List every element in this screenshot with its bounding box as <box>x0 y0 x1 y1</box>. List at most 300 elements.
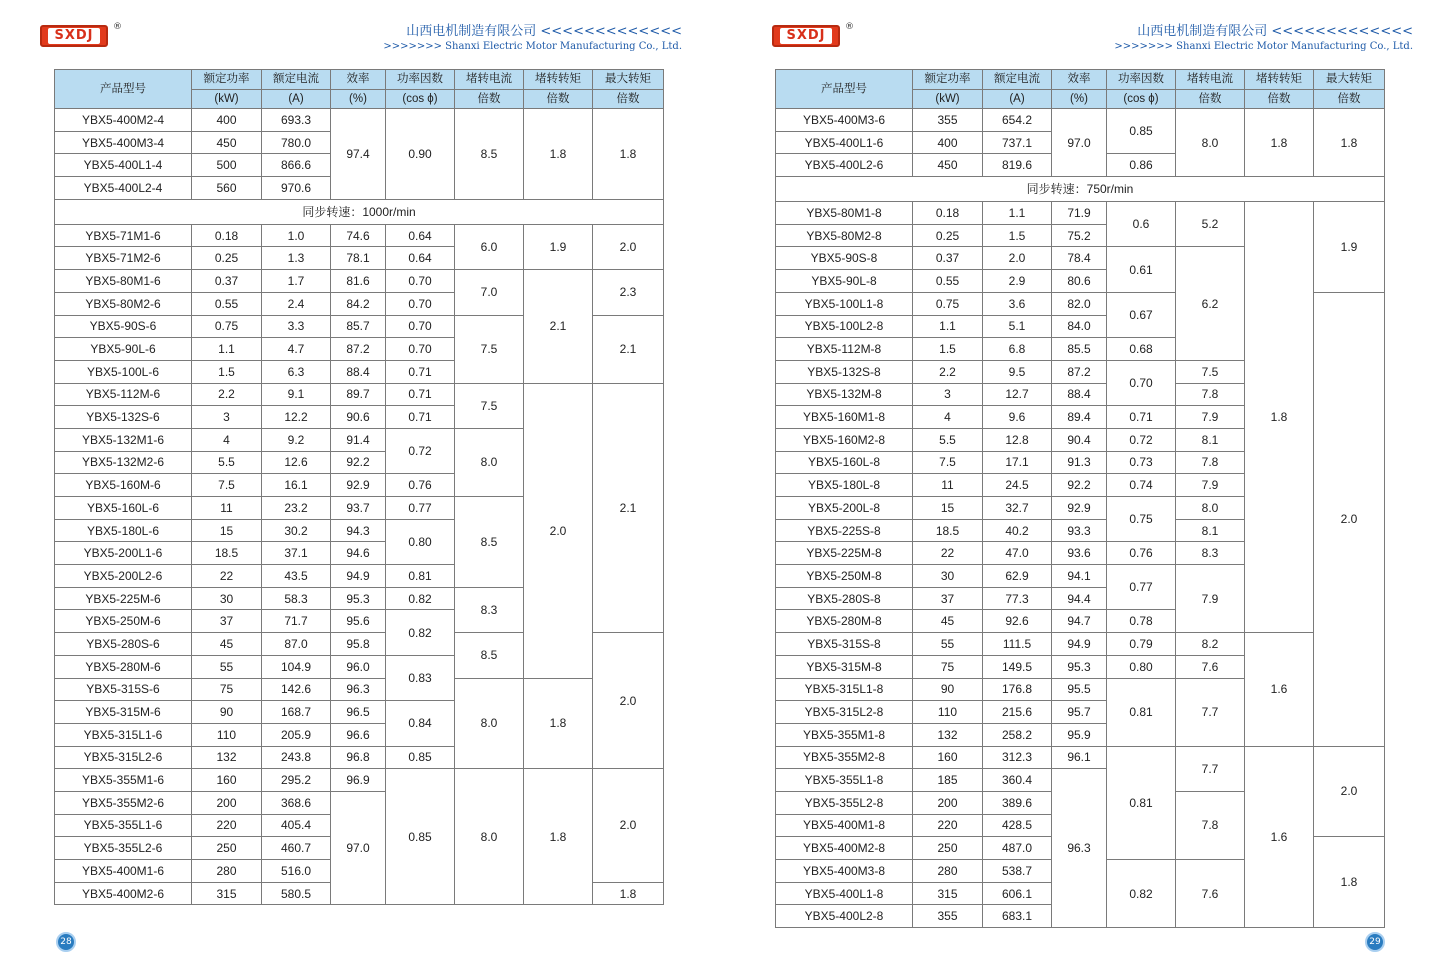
table-cell: 2.2 <box>192 383 262 406</box>
table-cell: 0.37 <box>913 247 983 270</box>
table-cell: YBX5-100L-6 <box>55 360 192 383</box>
table-cell: 355 <box>913 109 983 132</box>
table-cell: YBX5-132S-6 <box>55 406 192 429</box>
table-cell: YBX5-400L1-8 <box>776 882 913 905</box>
page-number: 28 <box>56 932 76 952</box>
table-cell: YBX5-400L2-8 <box>776 905 913 928</box>
table-cell: 95.7 <box>1052 701 1107 724</box>
table-cell: 43.5 <box>262 565 331 588</box>
table-cell: 84.0 <box>1052 315 1107 338</box>
table-cell: YBX5-400M3-6 <box>776 109 913 132</box>
table-cell: YBX5-355M2-6 <box>55 791 192 814</box>
table-cell: 560 <box>192 177 262 200</box>
table-cell: 2.0 <box>593 633 664 769</box>
table-cell: 0.70 <box>1107 360 1176 405</box>
table-cell: YBX5-200L-8 <box>776 497 913 520</box>
table-cell: 7.6 <box>1176 655 1245 678</box>
table-cell: 0.76 <box>1107 542 1176 565</box>
table-cell: 93.6 <box>1052 542 1107 565</box>
table-cell: 6.0 <box>455 224 524 269</box>
table-cell: 16.1 <box>262 474 331 497</box>
table-cell: 6.8 <box>983 338 1052 361</box>
table-cell: 87.2 <box>1052 360 1107 383</box>
table-cell: 11 <box>913 474 983 497</box>
table-cell: 0.68 <box>1107 338 1176 361</box>
column-unit-power-factor: (cos ϕ) <box>386 89 455 109</box>
table-cell: 90 <box>192 701 262 724</box>
spec-table-left <box>54 69 664 905</box>
column-header-efficiency: 效率 <box>331 70 386 90</box>
table-cell: 1.0 <box>262 224 331 247</box>
table-cell: 97.4 <box>331 109 386 200</box>
table-cell: 110 <box>192 723 262 746</box>
table-cell: 428.5 <box>983 814 1052 837</box>
table-cell: 95.3 <box>331 587 386 610</box>
table-cell: 0.76 <box>386 474 455 497</box>
table-cell: 1.6 <box>1245 633 1314 746</box>
table-cell: 7.5 <box>192 474 262 497</box>
table-cell: YBX5-80M1-8 <box>776 202 913 225</box>
table-cell: 89.4 <box>1052 406 1107 429</box>
column-header-rated-power: 额定功率 <box>192 70 262 90</box>
company-logo <box>772 22 854 50</box>
table-cell: YBX5-315L2-6 <box>55 746 192 769</box>
table-cell: YBX5-280S-8 <box>776 587 913 610</box>
table-cell: 81.6 <box>331 270 386 293</box>
table-cell: 312.3 <box>983 746 1052 769</box>
table-cell: YBX5-71M2-6 <box>55 247 192 270</box>
table-cell: YBX5-315L1-8 <box>776 678 913 701</box>
table-cell: 92.2 <box>1052 474 1107 497</box>
table-cell: YBX5-132M-8 <box>776 383 913 406</box>
header-arrows: <<<<<<<<<<<<< <box>540 24 682 39</box>
table-cell: 104.9 <box>262 655 331 678</box>
table-cell: 1.8 <box>524 769 593 905</box>
table-cell: 5.1 <box>983 315 1052 338</box>
table-cell: YBX5-250M-8 <box>776 565 913 588</box>
table-cell: 85.5 <box>1052 338 1107 361</box>
table-cell: 606.1 <box>983 882 1052 905</box>
table-cell: 96.9 <box>331 769 386 792</box>
table-cell: YBX5-80M1-6 <box>55 270 192 293</box>
table-cell: 4 <box>913 406 983 429</box>
table-cell: 93.7 <box>331 497 386 520</box>
table-cell: 6.3 <box>262 360 331 383</box>
table-cell: YBX5-400M2-6 <box>55 882 192 905</box>
table-cell: 819.6 <box>983 154 1052 177</box>
column-header-rated-current: 额定电流 <box>983 70 1052 90</box>
table-cell: 90.4 <box>1052 428 1107 451</box>
table-row <box>55 383 664 406</box>
table-cell: YBX5-100L1-8 <box>776 292 913 315</box>
table-cell: 87.2 <box>331 338 386 361</box>
table-cell: 96.1 <box>1052 746 1107 769</box>
table-cell: 2.0 <box>1314 292 1385 746</box>
table-cell: YBX5-280M-6 <box>55 655 192 678</box>
table-cell: 7.9 <box>1176 565 1245 633</box>
table-cell: 40.2 <box>983 519 1052 542</box>
table-cell: 12.7 <box>983 383 1052 406</box>
table-cell: 2.1 <box>593 383 664 633</box>
table-cell: YBX5-355M1-6 <box>55 769 192 792</box>
table-cell: 487.0 <box>983 837 1052 860</box>
table-cell: 55 <box>913 633 983 656</box>
table-cell: 94.6 <box>331 542 386 565</box>
table-cell: 970.6 <box>262 177 331 200</box>
table-cell: 3 <box>192 406 262 429</box>
company-logo <box>40 22 122 50</box>
table-cell: YBX5-315L1-6 <box>55 723 192 746</box>
table-cell: 8.0 <box>1176 497 1245 520</box>
column-header-locked-torque-ratio: 堵转转矩 <box>1245 70 1314 90</box>
table-cell: 368.6 <box>262 791 331 814</box>
table-cell: 12.8 <box>983 428 1052 451</box>
table-cell: 0.78 <box>1107 610 1176 633</box>
table-cell: 149.5 <box>983 655 1052 678</box>
table-cell: YBX5-132S-8 <box>776 360 913 383</box>
column-header-max-torque-ratio: 最大转矩 <box>1314 70 1385 90</box>
logo-text: SXDJ <box>48 28 100 44</box>
table-cell: 2.2 <box>913 360 983 383</box>
table-cell: 92.6 <box>983 610 1052 633</box>
table-cell: 176.8 <box>983 678 1052 701</box>
table-cell: YBX5-90S-8 <box>776 247 913 270</box>
table-cell: YBX5-160L-8 <box>776 451 913 474</box>
table-cell: 538.7 <box>983 860 1052 883</box>
table-cell: YBX5-71M1-6 <box>55 224 192 247</box>
table-cell: YBX5-315L2-8 <box>776 701 913 724</box>
table-cell: 7.0 <box>455 270 524 315</box>
table-cell: YBX5-180L-6 <box>55 519 192 542</box>
header-arrows: <<<<<<<<<<<<< <box>1271 24 1413 39</box>
table-cell: 0.77 <box>1107 565 1176 610</box>
table-cell: 30 <box>192 587 262 610</box>
table-cell: 0.77 <box>386 497 455 520</box>
header-arrows: >>>>>>> <box>1114 41 1173 52</box>
table-cell: 55 <box>192 655 262 678</box>
table-cell: 250 <box>913 837 983 860</box>
table-cell: 215.6 <box>983 701 1052 724</box>
table-cell: 92.9 <box>331 474 386 497</box>
table-cell: 2.0 <box>593 224 664 269</box>
table-cell: 95.5 <box>1052 678 1107 701</box>
table-cell: 0.64 <box>386 247 455 270</box>
section-label: 同步转速：750r/min <box>776 177 1385 202</box>
table-cell: 295.2 <box>262 769 331 792</box>
table-cell: 75 <box>192 678 262 701</box>
column-unit-rated-current: (A) <box>983 89 1052 109</box>
table-cell: 2.0 <box>983 247 1052 270</box>
table-cell: 90.6 <box>331 406 386 429</box>
table-cell: 2.0 <box>1314 746 1385 837</box>
table-cell: 8.1 <box>1176 519 1245 542</box>
table-cell: 654.2 <box>983 109 1052 132</box>
table-cell: 0.64 <box>386 224 455 247</box>
table-cell: 0.81 <box>386 565 455 588</box>
table-cell: 0.74 <box>1107 474 1176 497</box>
table-cell: YBX5-90L-8 <box>776 270 913 293</box>
column-header-efficiency: 效率 <box>1052 70 1107 90</box>
table-cell: 450 <box>192 131 262 154</box>
column-header-max-torque-ratio: 最大转矩 <box>593 70 664 90</box>
table-cell: 71.7 <box>262 610 331 633</box>
table-cell: YBX5-132M1-6 <box>55 428 192 451</box>
table-cell: 132 <box>192 746 262 769</box>
table-cell: 220 <box>913 814 983 837</box>
table-cell: 1.5 <box>983 224 1052 247</box>
table-cell: 94.7 <box>1052 610 1107 633</box>
table-cell: 7.5 <box>455 315 524 383</box>
table-cell: 0.84 <box>386 701 455 746</box>
table-cell: 37.1 <box>262 542 331 565</box>
table-cell: 91.3 <box>1052 451 1107 474</box>
table-cell: 1.9 <box>1314 202 1385 293</box>
table-cell: 15 <box>913 497 983 520</box>
table-cell: 18.5 <box>192 542 262 565</box>
table-cell: 9.2 <box>262 428 331 451</box>
table-cell: YBX5-200L2-6 <box>55 565 192 588</box>
table-cell: 96.0 <box>331 655 386 678</box>
table-cell: 0.70 <box>386 315 455 338</box>
table-cell: YBX5-180L-8 <box>776 474 913 497</box>
column-unit-power-factor: (cos ϕ) <box>1107 89 1176 109</box>
table-cell: 4 <box>192 428 262 451</box>
table-cell: YBX5-355L1-6 <box>55 814 192 837</box>
table-cell: 91.4 <box>331 428 386 451</box>
table-cell: 37 <box>192 610 262 633</box>
company-header <box>322 24 682 53</box>
table-cell: 1.3 <box>262 247 331 270</box>
column-header-locked-torque-ratio: 堵转转矩 <box>524 70 593 90</box>
table-cell: 389.6 <box>983 791 1052 814</box>
table-cell: YBX5-160M-6 <box>55 474 192 497</box>
table-cell: YBX5-400M2-4 <box>55 109 192 132</box>
table-cell: 5.5 <box>192 451 262 474</box>
table-cell: 0.71 <box>386 383 455 406</box>
table-cell: 8.5 <box>455 633 524 678</box>
table-cell: 75 <box>913 655 983 678</box>
company-name-cn: 山西电机制造有限公司 <box>406 24 537 39</box>
table-cell: 3.6 <box>983 292 1052 315</box>
table-cell: 200 <box>913 791 983 814</box>
table-cell: 7.5 <box>913 451 983 474</box>
column-unit-rated-power: (kW) <box>192 89 262 109</box>
table-row <box>776 633 1385 656</box>
table-cell: YBX5-400M3-8 <box>776 860 913 883</box>
table-cell: YBX5-355L1-8 <box>776 769 913 792</box>
table-row <box>776 202 1385 225</box>
column-unit-locked-torque-ratio: 倍数 <box>1245 89 1314 109</box>
table-cell: 1.8 <box>593 882 664 905</box>
table-cell: 94.9 <box>331 565 386 588</box>
table-cell: 2.4 <box>262 292 331 315</box>
table-cell: 5.5 <box>913 428 983 451</box>
table-cell: 160 <box>913 746 983 769</box>
table-cell: 18.5 <box>913 519 983 542</box>
table-cell: 22 <box>192 565 262 588</box>
table-row <box>55 678 664 701</box>
table-cell: 7.9 <box>1176 474 1245 497</box>
table-cell: 93.3 <box>1052 519 1107 542</box>
table-cell: YBX5-315M-6 <box>55 701 192 724</box>
column-header-power-factor: 功率因数 <box>386 70 455 90</box>
company-name-en: Shanxi Electric Motor Manufacturing Co., Ltd. <box>1176 41 1413 52</box>
table-cell: 9.1 <box>262 383 331 406</box>
table-cell: 78.4 <box>1052 247 1107 270</box>
table-cell: 95.6 <box>331 610 386 633</box>
table-cell: 24.5 <box>983 474 1052 497</box>
table-cell: 90 <box>913 678 983 701</box>
table-cell: YBX5-80M2-6 <box>55 292 192 315</box>
table-cell: 0.81 <box>1107 678 1176 746</box>
table-cell: 84.2 <box>331 292 386 315</box>
table-cell: 12.6 <box>262 451 331 474</box>
table-cell: 94.1 <box>1052 565 1107 588</box>
table-cell: 0.83 <box>386 655 455 700</box>
table-cell: 1.8 <box>593 109 664 200</box>
speed-section-row <box>55 199 664 224</box>
table-cell: 205.9 <box>262 723 331 746</box>
table-cell: 111.5 <box>983 633 1052 656</box>
table-cell: 8.0 <box>455 678 524 769</box>
table-cell: 516.0 <box>262 860 331 883</box>
table-cell: YBX5-200L1-6 <box>55 542 192 565</box>
table-cell: 0.85 <box>386 769 455 905</box>
table-cell: 30.2 <box>262 519 331 542</box>
table-row <box>55 109 664 132</box>
table-cell: 95.8 <box>331 633 386 656</box>
table-cell: 11 <box>192 497 262 520</box>
table-cell: 0.75 <box>1107 497 1176 542</box>
table-cell: 2.1 <box>524 270 593 383</box>
table-cell: 15 <box>192 519 262 542</box>
column-header-rated-power: 额定功率 <box>913 70 983 90</box>
table-cell: 94.4 <box>1052 587 1107 610</box>
table-cell: 580.5 <box>262 882 331 905</box>
table-cell: 88.4 <box>331 360 386 383</box>
table-cell: 185 <box>913 769 983 792</box>
table-cell: 1.5 <box>192 360 262 383</box>
table-cell: YBX5-112M-8 <box>776 338 913 361</box>
table-cell: YBX5-315M-8 <box>776 655 913 678</box>
table-cell: 96.3 <box>1052 769 1107 928</box>
table-cell: YBX5-400L2-4 <box>55 177 192 200</box>
table-cell: 0.37 <box>192 270 262 293</box>
spec-table-right <box>775 69 1385 928</box>
company-name-cn: 山西电机制造有限公司 <box>1137 24 1268 39</box>
table-cell: YBX5-400L2-6 <box>776 154 913 177</box>
table-cell: 1.6 <box>1245 746 1314 928</box>
table-cell: 110 <box>913 701 983 724</box>
table-cell: YBX5-400M1-6 <box>55 860 192 883</box>
table-cell: 200 <box>192 791 262 814</box>
table-cell: 0.80 <box>1107 655 1176 678</box>
table-cell: 1.8 <box>1314 109 1385 177</box>
table-cell: 0.75 <box>192 315 262 338</box>
table-cell: 45 <box>913 610 983 633</box>
table-cell: 17.1 <box>983 451 1052 474</box>
table-cell: 1.1 <box>192 338 262 361</box>
table-cell: 97.0 <box>331 791 386 904</box>
company-header <box>1053 24 1413 53</box>
table-cell: 0.55 <box>192 292 262 315</box>
table-cell: 2.0 <box>593 769 664 882</box>
column-header-locked-current-ratio: 堵转电流 <box>455 70 524 90</box>
table-cell: 0.6 <box>1107 202 1176 247</box>
table-cell: YBX5-355M2-8 <box>776 746 913 769</box>
table-cell: 315 <box>913 882 983 905</box>
table-cell: YBX5-400M3-4 <box>55 131 192 154</box>
table-cell: YBX5-132M2-6 <box>55 451 192 474</box>
table-cell: 0.55 <box>913 270 983 293</box>
table-cell: 683.1 <box>983 905 1052 928</box>
table-cell: 0.71 <box>386 406 455 429</box>
table-cell: 220 <box>192 814 262 837</box>
table-cell: 3.3 <box>262 315 331 338</box>
table-cell: 2.9 <box>983 270 1052 293</box>
table-cell: YBX5-400L1-4 <box>55 154 192 177</box>
table-cell: 0.70 <box>386 292 455 315</box>
column-header-model: 产品型号 <box>55 70 192 109</box>
section-label: 同步转速：1000r/min <box>55 199 664 224</box>
table-cell: YBX5-400L1-6 <box>776 131 913 154</box>
table-cell: 0.85 <box>386 746 455 769</box>
table-row <box>55 769 664 792</box>
table-cell: 2.1 <box>593 315 664 383</box>
table-row <box>776 109 1385 132</box>
table-cell: 1.8 <box>1245 202 1314 633</box>
table-cell: 6.2 <box>1176 247 1245 360</box>
table-cell: 97.0 <box>1052 109 1107 177</box>
table-cell: 160 <box>192 769 262 792</box>
table-cell: YBX5-355M1-8 <box>776 723 913 746</box>
table-cell: 85.7 <box>331 315 386 338</box>
table-cell: 0.70 <box>386 338 455 361</box>
table-cell: 1.9 <box>524 224 593 269</box>
column-unit-locked-torque-ratio: 倍数 <box>524 89 593 109</box>
table-cell: 8.0 <box>455 428 524 496</box>
column-unit-locked-current-ratio: 倍数 <box>455 89 524 109</box>
table-cell: 0.72 <box>1107 428 1176 451</box>
table-cell: 1.8 <box>1245 109 1314 177</box>
table-cell: YBX5-400M2-8 <box>776 837 913 860</box>
table-cell: 8.0 <box>1176 109 1245 177</box>
table-cell: 92.9 <box>1052 497 1107 520</box>
table-cell: 0.61 <box>1107 247 1176 292</box>
table-cell: 500 <box>192 154 262 177</box>
table-cell: 7.6 <box>1176 860 1245 928</box>
table-cell: 355 <box>913 905 983 928</box>
table-cell: 78.1 <box>331 247 386 270</box>
table-cell: 94.9 <box>1052 633 1107 656</box>
table-cell: 37 <box>913 587 983 610</box>
table-cell: 0.82 <box>1107 860 1176 928</box>
table-cell: 96.3 <box>331 678 386 701</box>
table-cell: 7.5 <box>1176 360 1245 383</box>
table-cell: 88.4 <box>1052 383 1107 406</box>
page-number: 29 <box>1365 932 1385 952</box>
table-cell: 87.0 <box>262 633 331 656</box>
header-row <box>776 70 1385 90</box>
table-cell: 74.6 <box>331 224 386 247</box>
table-cell: 4.7 <box>262 338 331 361</box>
column-unit-max-torque-ratio: 倍数 <box>593 89 664 109</box>
table-cell: YBX5-400M1-8 <box>776 814 913 837</box>
column-unit-max-torque-ratio: 倍数 <box>1314 89 1385 109</box>
table-cell: 95.3 <box>1052 655 1107 678</box>
table-cell: 1.1 <box>983 202 1052 225</box>
table-cell: 0.72 <box>386 428 455 473</box>
